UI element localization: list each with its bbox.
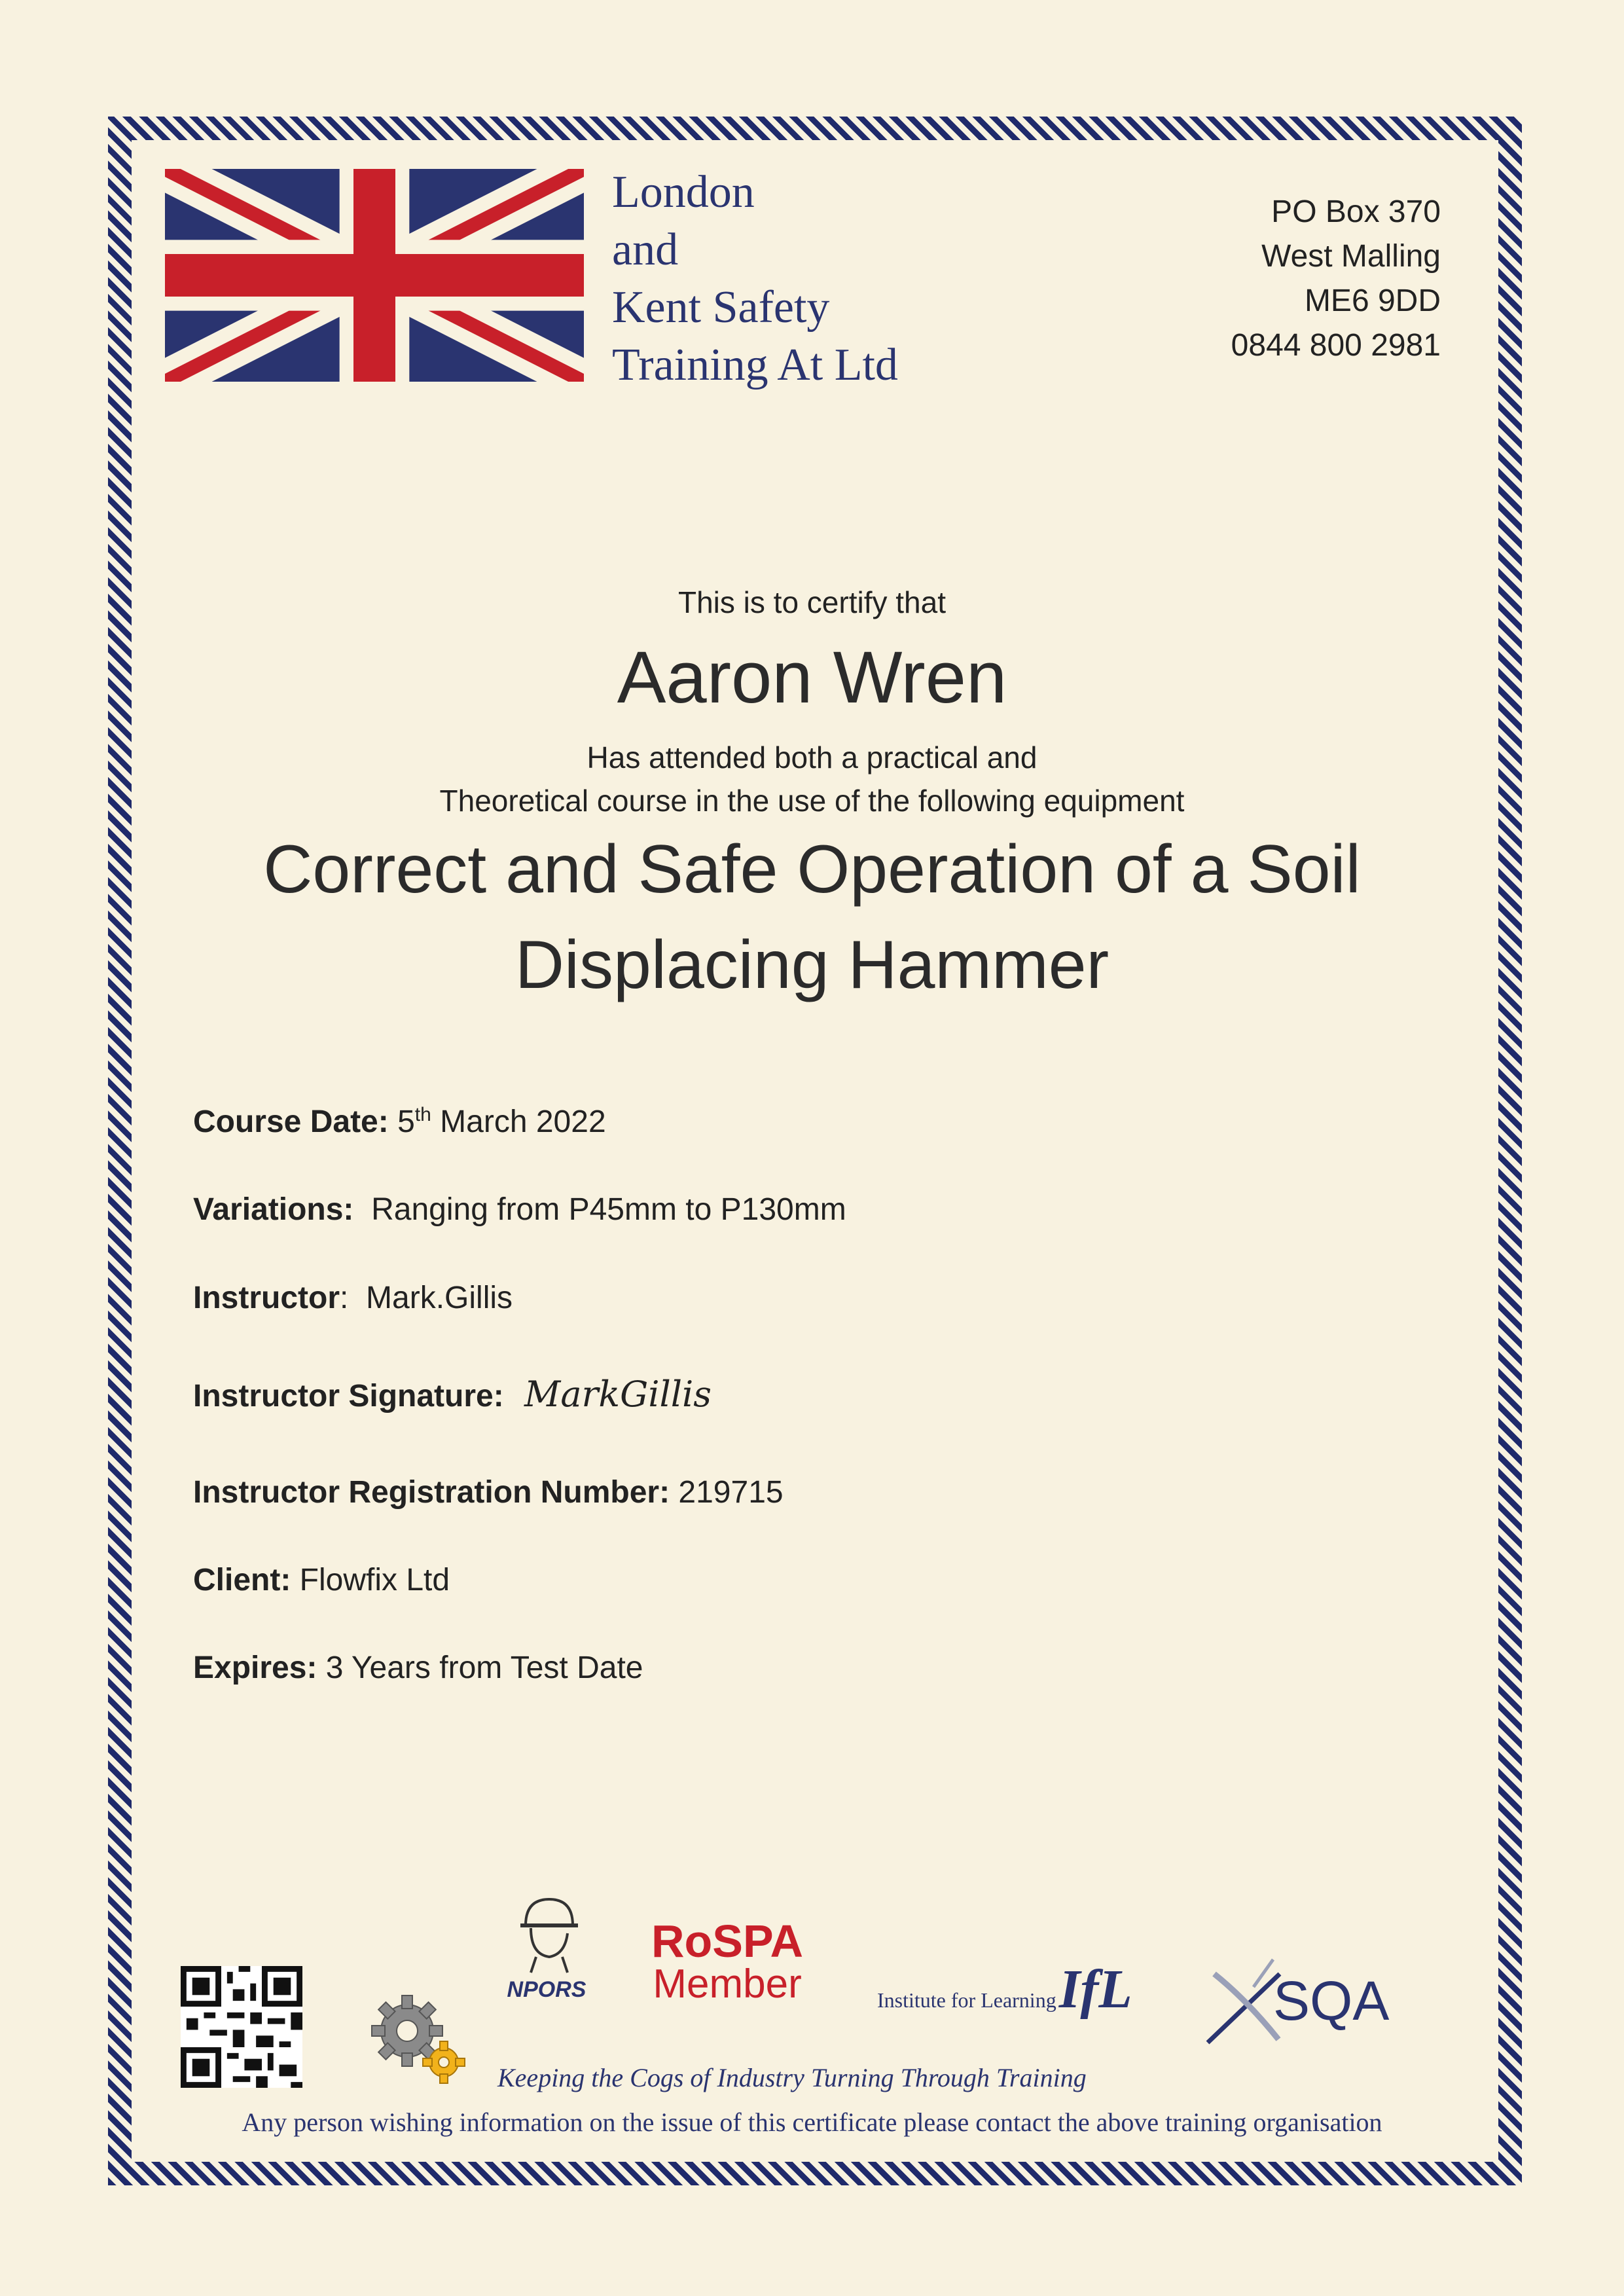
footer-note: Any person wishing information on the issue of this certificate please contact the above training organisation	[242, 2107, 1382, 2137]
address-line: PO Box 370	[1271, 194, 1441, 229]
company-line: Training At Ltd	[612, 340, 898, 390]
course-date-row	[193, 1104, 606, 1140]
address-line: 0844 800 2981	[1231, 328, 1441, 363]
certify-intro: This is to certify that	[677, 585, 946, 619]
client-label: Client:	[193, 1563, 291, 1597]
course-title-line: Displacing Hammer	[514, 927, 1110, 1003]
npors-label: NPORS	[507, 1977, 586, 2002]
certificate-border	[108, 117, 1522, 2185]
npors-logo	[497, 1889, 596, 2013]
address-line: ME6 9DD	[1304, 283, 1441, 318]
expires-label: Expires:	[193, 1650, 317, 1685]
expires-row	[193, 1650, 643, 1686]
variations-row	[193, 1192, 846, 1228]
course-title-line: Correct and Safe Operation of a Soil	[263, 831, 1361, 907]
course-date-rest: March 2022	[440, 1104, 606, 1139]
course-date-suffix: th	[414, 1104, 431, 1125]
union-jack-flag	[165, 169, 584, 382]
attendance-statement	[0, 736, 1624, 822]
signature-label: Instructor Signature:	[193, 1379, 504, 1413]
client-row	[193, 1562, 450, 1598]
company-address	[1231, 190, 1441, 368]
cogs-icon	[368, 1989, 473, 2087]
course-date-label: Course Date:	[193, 1104, 389, 1139]
address-line: West Malling	[1261, 239, 1441, 274]
rospa-label: RoSPA	[651, 1916, 804, 1967]
company-name	[612, 164, 898, 394]
instructor-value: Mark.Gillis	[366, 1281, 513, 1315]
rospa-logo	[651, 1916, 804, 2007]
company-line: and	[612, 225, 679, 275]
instructor-row: Instructor: Mark.Gillis	[193, 1281, 513, 1315]
variations-label: Variations:	[193, 1192, 354, 1227]
company-line: London	[612, 167, 755, 217]
instructor-signature: MarkGillis	[524, 1374, 712, 1415]
rospa-member-label: Member	[653, 1961, 802, 2007]
client-value: Flowfix Ltd	[299, 1563, 450, 1597]
qr-code-icon	[181, 1966, 302, 2088]
recipient-name: Aaron Wren	[617, 636, 1007, 718]
ifl-logo	[877, 1958, 1132, 2021]
ifl-big-label: IfL	[1058, 1959, 1132, 2020]
worker-helmet-icon	[507, 1889, 586, 1974]
course-date-day: 5	[397, 1104, 415, 1139]
attendance-line: Has attended both a practical and	[586, 740, 1038, 774]
sqa-logo	[1201, 1948, 1411, 2052]
registration-row	[193, 1474, 784, 1510]
registration-value: 219715	[678, 1475, 784, 1510]
attendance-line: Theoretical course in the use of the following equipment	[439, 784, 1185, 818]
instructor-signature-row	[193, 1374, 712, 1415]
ifl-small-label: Institute for Learning	[877, 1988, 1056, 2012]
course-title	[0, 822, 1624, 1013]
tagline: Keeping the Cogs of Industry Turning Through Training	[497, 2063, 1087, 2092]
registration-label: Instructor Registration Number:	[193, 1475, 670, 1510]
company-line: Kent Safety	[612, 282, 830, 333]
expires-value: 3 Years from Test Date	[325, 1650, 643, 1685]
instructor-label: Instructor	[193, 1281, 340, 1315]
sqa-label: SQA	[1273, 1970, 1390, 2032]
variations-value: Ranging from P45mm to P130mm	[371, 1192, 846, 1227]
